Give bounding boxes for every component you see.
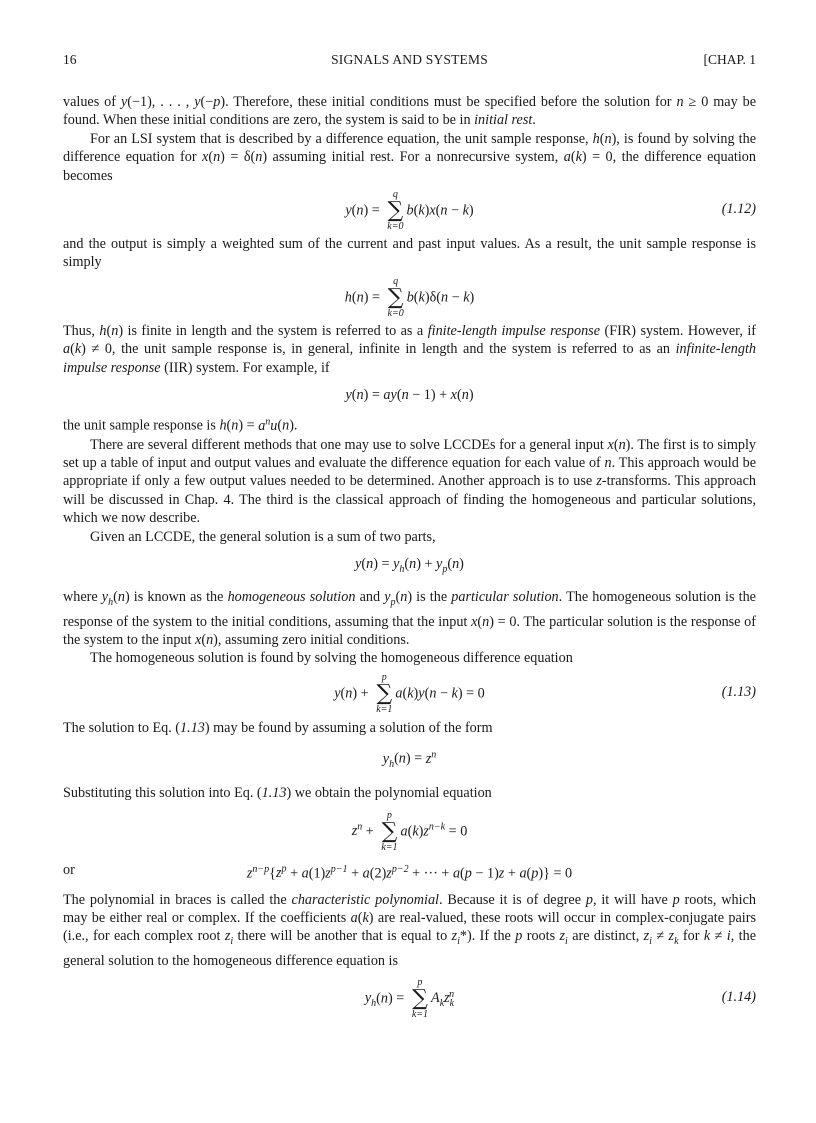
paragraph-8: where $y_h(n)$ is known as the homogeneous solution and $y_p(n)$ is the particular solution. The homogeneous solution is the response of the system to the initial conditions, assuming that the input x(n) = 0. The particular solution is the response of the system to the input x(n), assuming zero initial conditions. xyxy=(63,589,756,648)
paragraph-7: Given an LCCDE, the general solution is a sum of two parts, xyxy=(90,528,436,545)
running-title: SIGNALS AND SYSTEMS xyxy=(331,52,488,67)
paragraph-12: The polynomial in braces is called the characteristic polynomial. Because it is of degree p, it will have p roots, which may be either real or complex. If the coefficients a(k) are real-valued, these roots will occur in complex-conjugate pairs (i.e., for each complex root $z_i$ there will be another that is equal to $z_i*$). If the p roots $z_i$ are distinct, $z_i \ne z_k$ for k ≠ i, the general solution to the homogeneous difference equation is xyxy=(63,891,757,969)
running-header xyxy=(63,52,756,72)
equation-polynomial: $z^n$ + p ∑ k=1 $a(k)z^{n-k} = 0$ xyxy=(351,809,468,853)
equation-1-13: y(n) + p ∑ k=1 a(k)y(n − k) = 0 (1.13) xyxy=(334,671,756,715)
paragraph-5: the unit sample response is $h(n) = a^nu(n)$. xyxy=(63,416,298,435)
equation-unit-sample-fir: h(n) = q ∑ k=0 b(k)δ(n − k) xyxy=(344,275,475,319)
paragraph-9: The homogeneous solution is found by solving the homogeneous difference equation xyxy=(90,650,573,667)
paragraph-11: Substituting this solution into Eq. (1.13) we obtain the polynomial equation xyxy=(63,785,492,802)
page-body xyxy=(63,93,756,1020)
equation-1-14: $y_h(n)$ = p ∑ k=1 $A_kz_k^n$ (1.14) xyxy=(364,976,756,1020)
paragraph-10: The solution to Eq. (1.13) may be found by assuming a solution of the form xyxy=(63,719,493,736)
equation-characteristic: $z^{n-p}\{z^p + a(1)z^{p-1} + a(2)z^{p-2}$ + ··· + a(p − 1)z + a(p)} = 0 xyxy=(246,863,573,882)
equation-general-solution: $y(n) = y_h(n) + y_p(n)$ xyxy=(355,556,464,575)
equation-number: (1.13) xyxy=(721,683,756,700)
equation-iir-example: y(n) = ay(n − 1) + x(n) xyxy=(345,387,474,404)
page-number: 16 xyxy=(63,52,77,67)
page xyxy=(63,0,756,1123)
paragraph-2: For an LSI system that is described by a difference equation, the unit sample response, h(n), is found by solving the difference equation for x(n) = δ(n) assuming initial rest. For a nonrecursive system, a(k) = 0, the difference equation becomes xyxy=(63,130,756,184)
paragraph-6: There are several different methods that one may use to solve LCCDEs for a general input x(n). The first is to simply set up a table of input and output values and evaluate the difference equation for each value of n. This approach would be appropriate if only a few output values needed to be determined. Another approach is to use z-transforms. This approach will be discussed in Chap. 4. The third is the classical approach of finding the homogeneous and particular solutions, which we now describe. xyxy=(63,436,756,527)
equation-characteristic-line xyxy=(63,859,756,881)
paragraph-1: values of y(−1), . . . , y(−p). Therefore, these initial conditions must be specified before the solution for n ≥ 0 may be found. When these initial conditions are zero, the system is said to be in initial rest. xyxy=(63,94,756,129)
paragraph-3: and the output is simply a weighted sum of the current and past input values. As a result, the unit sample response is simply xyxy=(63,236,756,271)
equation-trial-solution: $y_h(n) = z^n$ xyxy=(382,749,437,770)
equation-number: (1.14) xyxy=(721,988,756,1005)
paragraph-4: Thus, h(n) is finite in length and the system is referred to as a finite-length impulse response (FIR) system. However, if a(k) ≠ 0, the unit sample response is, in general, infinite in length and the system is referred to as an infinite-length impulse response (IIR) system. For example, if xyxy=(63,322,756,376)
equation-1-12: y(n) = q ∑ k=0 b(k)x(n − k) (1.12) xyxy=(345,189,756,233)
equation-number: (1.12) xyxy=(721,201,756,218)
chapter-label: [CHAP. 1 xyxy=(703,52,756,67)
or-label: or xyxy=(63,861,75,878)
